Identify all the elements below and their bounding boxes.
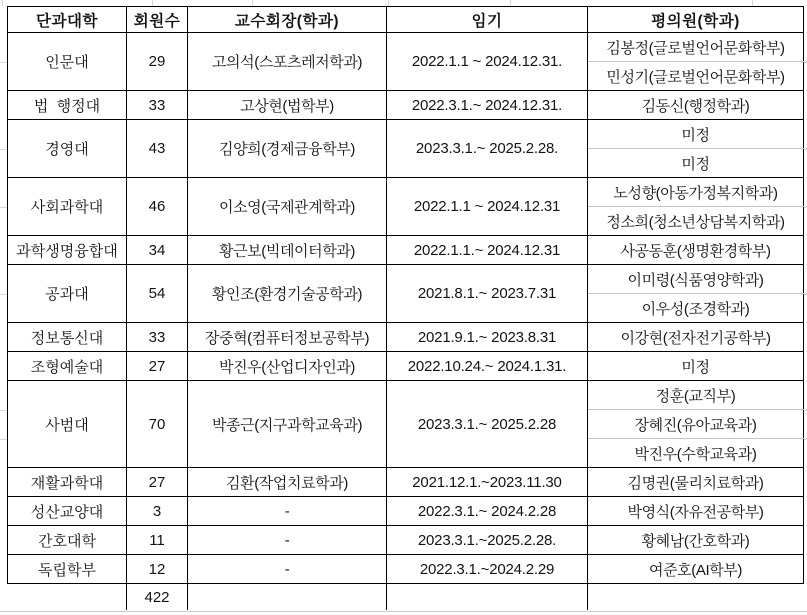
college-cell: 인문대 <box>8 33 127 91</box>
term-cell: 2022.1.1 ~ 2024.12.31. <box>387 33 588 91</box>
council-cell: 박영식(자유전공학부) <box>588 497 804 526</box>
college-cell: 조형예술대 <box>8 352 127 381</box>
header-term: 임기 <box>387 7 588 33</box>
header-chair: 교수회장(학과) <box>188 7 387 33</box>
empty-cell <box>188 584 387 611</box>
members-cell: 33 <box>127 323 188 352</box>
gridline-tick <box>2 0 3 6</box>
members-cell: 12 <box>127 555 188 584</box>
council-cell: 이미령(식품영양학과) <box>588 265 804 294</box>
table-row <box>8 555 804 584</box>
table-row <box>8 236 804 265</box>
college-cell: 법 행정대 <box>8 91 127 120</box>
term-cell: 2021.8.1.~ 2023.7.31 <box>387 265 588 323</box>
council-cell: 여준호(AI학부) <box>588 555 804 584</box>
gridline-tick <box>0 294 7 295</box>
gridline-tick <box>0 62 7 63</box>
chair-cell: - <box>188 526 387 555</box>
members-cell: 27 <box>127 468 188 497</box>
council-cell: 사공동훈(생명환경학부) <box>588 236 804 265</box>
members-cell: 3 <box>127 497 188 526</box>
header-row <box>8 7 804 33</box>
table-row <box>8 120 804 149</box>
term-cell: 2022.3.1.~ 2024.12.31. <box>387 91 588 120</box>
gridline-tick <box>0 410 7 411</box>
table-row <box>8 497 804 526</box>
council-cell: 김동신(행정학과) <box>588 91 804 120</box>
chair-cell: 김환(작업치료학과) <box>188 468 387 497</box>
gridline-tick <box>0 207 7 208</box>
college-cell: 독립학부 <box>8 555 127 584</box>
term-cell: 2022.10.24.~ 2024.1.31. <box>387 352 588 381</box>
council-cell: 김봉정(글로벌언어문화학부) <box>588 33 804 62</box>
table-row <box>8 265 804 294</box>
term-cell: 2022.1.1 ~ 2024.12.31 <box>387 178 588 236</box>
council-cell: 민성기(글로벌언어문화학부) <box>588 62 804 91</box>
gridline-tick <box>0 439 7 440</box>
council-cell: 장혜진(유아교육과) <box>588 410 804 439</box>
term-cell: 2022.1.1.~ 2024.12.31 <box>387 236 588 265</box>
college-cell: 간호대학 <box>8 526 127 555</box>
college-cell: 사회과학대 <box>8 178 127 236</box>
members-cell: 34 <box>127 236 188 265</box>
chair-cell: - <box>188 497 387 526</box>
college-cell: 재활과학대 <box>8 468 127 497</box>
college-cell: 과학생명융합대 <box>8 236 127 265</box>
college-cell: 정보통신대 <box>8 323 127 352</box>
empty-cell <box>588 584 804 611</box>
term-cell: 2022.3.1.~2024.2.29 <box>387 555 588 584</box>
header-council: 평의원(학과) <box>588 7 804 33</box>
chair-cell: 황근보(빅데이터학과) <box>188 236 387 265</box>
empty-cell <box>8 584 127 611</box>
term-cell: 2021.9.1.~ 2023.8.31 <box>387 323 588 352</box>
members-cell: 11 <box>127 526 188 555</box>
table-row <box>8 91 804 120</box>
college-cell: 경영대 <box>8 120 127 178</box>
chair-cell: 이소영(국제관계학과) <box>188 178 387 236</box>
table-row <box>8 352 804 381</box>
council-cell: 노성향(아동가정복지학과) <box>588 178 804 207</box>
table-row <box>8 381 804 410</box>
council-cell: 김명권(물리치료학과) <box>588 468 804 497</box>
chair-cell: 고의석(스포츠레저학과) <box>188 33 387 91</box>
college-cell: 사범대 <box>8 381 127 468</box>
chair-cell: 박종근(지구과학교육과) <box>188 381 387 468</box>
term-cell: 2021.12.1.~2023.11.30 <box>387 468 588 497</box>
council-cell: 박진우(수학교육과) <box>588 439 804 468</box>
gridline-bottom <box>0 611 807 612</box>
members-cell: 70 <box>127 381 188 468</box>
chair-cell: - <box>188 555 387 584</box>
header-members: 회원수 <box>127 7 188 33</box>
council-cell: 황혜남(간호학과) <box>588 526 804 555</box>
council-cell: 이우성(조경학과) <box>588 294 804 323</box>
table-row <box>8 178 804 207</box>
council-cell: 미정 <box>588 149 804 178</box>
empty-cell <box>387 584 588 611</box>
table-row <box>8 526 804 555</box>
members-cell: 27 <box>127 352 188 381</box>
chair-cell: 김양희(경제금융학부) <box>188 120 387 178</box>
gridline-tick <box>0 149 7 150</box>
members-cell: 29 <box>127 33 188 91</box>
total-row <box>8 584 804 611</box>
term-cell: 2022.3.1.~ 2024.2.28 <box>387 497 588 526</box>
council-cell: 미정 <box>588 352 804 381</box>
council-cell: 미정 <box>588 120 804 149</box>
faculty-council-table <box>7 6 804 610</box>
council-cell: 정훈(교직부) <box>588 381 804 410</box>
college-cell: 성산교양대 <box>8 497 127 526</box>
council-cell: 이강현(전자전기공학부) <box>588 323 804 352</box>
members-cell: 54 <box>127 265 188 323</box>
members-cell: 46 <box>127 178 188 236</box>
chair-cell: 황인조(환경기술공학과) <box>188 265 387 323</box>
chair-cell: 박진우(산업디자인과) <box>188 352 387 381</box>
chair-cell: 고상현(법학부) <box>188 91 387 120</box>
chair-cell: 장중혁(컴퓨터정보공학부) <box>188 323 387 352</box>
term-cell: 2023.3.1.~ 2025.2.28. <box>387 120 588 178</box>
college-cell: 공과대 <box>8 265 127 323</box>
term-cell: 2023.3.1.~2025.2.28. <box>387 526 588 555</box>
header-college: 단과대학 <box>8 7 127 33</box>
total-members-cell: 422 <box>127 584 188 611</box>
table-row <box>8 33 804 62</box>
members-cell: 43 <box>127 120 188 178</box>
members-cell: 33 <box>127 91 188 120</box>
term-cell: 2023.3.1.~ 2025.2.28 <box>387 381 588 468</box>
table-row <box>8 468 804 497</box>
council-cell: 정소희(청소년상담복지학과) <box>588 207 804 236</box>
table-row <box>8 323 804 352</box>
